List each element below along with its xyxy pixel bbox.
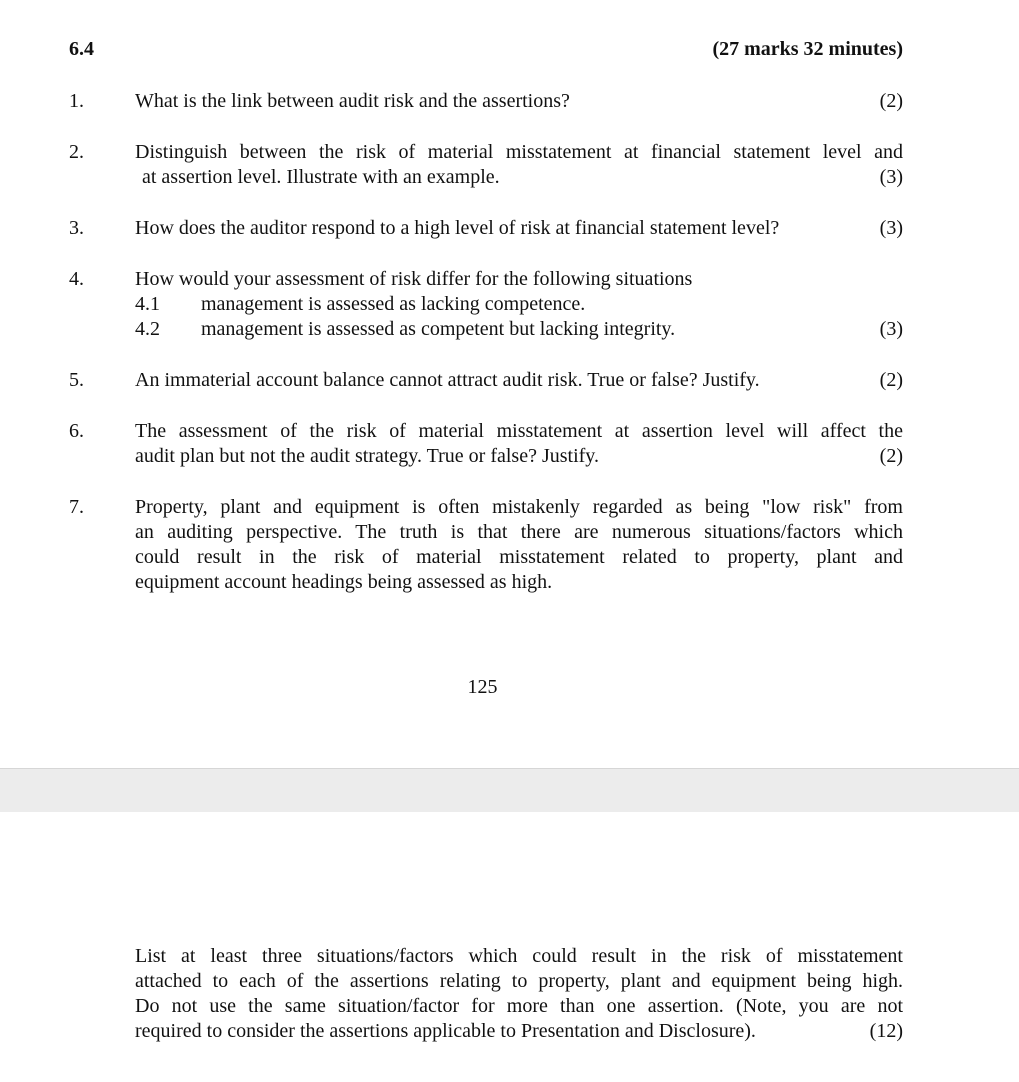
question-number: 4. bbox=[69, 268, 84, 290]
continuation-line: attached to each of the assertions relating to property, plant and equipment being high. bbox=[135, 970, 903, 992]
question-mark: (2) bbox=[879, 445, 903, 467]
question-number: 1. bbox=[69, 90, 84, 112]
question-mark: (2) bbox=[879, 90, 903, 112]
question-mark: (12) bbox=[869, 1020, 903, 1042]
question-mark: (3) bbox=[879, 166, 903, 188]
section-number: 6.4 bbox=[69, 38, 94, 60]
question-text: How does the auditor respond to a high level of risk at financial statement level? bbox=[135, 217, 780, 239]
question-text: An immaterial account balance cannot attract audit risk. True or false? Justify. bbox=[135, 369, 760, 391]
sub-question-text: management is assessed as competent but lacking integrity. bbox=[201, 318, 676, 340]
sub-question-4-1 bbox=[135, 292, 903, 317]
continuation-last-line bbox=[135, 1019, 903, 1044]
section-marks: (27 marks 32 minutes) bbox=[712, 38, 903, 60]
question-text-line: could result in the risk of material misstatement related to property, plant and bbox=[135, 546, 903, 568]
continuation-line: List at least three situations/factors which could result in the risk of misstatement bbox=[135, 945, 903, 967]
document-page-2 bbox=[0, 812, 1019, 1082]
page-separator bbox=[0, 768, 1019, 813]
question-number: 6. bbox=[69, 420, 84, 442]
question-text-line: The assessment of the risk of material misstatement at assertion level will affect the bbox=[135, 420, 903, 442]
question-text-line: equipment account headings being assessed as high. bbox=[135, 571, 553, 593]
question-mark: (3) bbox=[879, 217, 903, 239]
question-text-line: an auditing perspective. The truth is that there are numerous situations/factors which bbox=[135, 521, 903, 543]
question-text: What is the link between audit risk and the assertions? bbox=[135, 90, 570, 112]
sub-question-4-2 bbox=[135, 317, 903, 342]
question-number: 5. bbox=[69, 369, 84, 391]
sub-question-text: management is assessed as lacking competence. bbox=[201, 293, 586, 315]
question-number: 7. bbox=[69, 496, 84, 518]
question-mark: (3) bbox=[879, 318, 903, 340]
question-number: 3. bbox=[69, 217, 84, 239]
question-text-line: Distinguish between the risk of material misstatement at financial statement level and bbox=[135, 141, 903, 163]
question-number: 2. bbox=[69, 141, 84, 163]
sub-question-number: 4.2 bbox=[135, 318, 160, 340]
continuation-line: required to consider the assertions applicable to Presentation and Disclosure). bbox=[135, 1020, 756, 1042]
question-mark: (2) bbox=[879, 369, 903, 391]
question-text-line: How would your assessment of risk differ for the following situations bbox=[135, 268, 693, 290]
question-text-line: audit plan but not the audit strategy. True or false? Justify. bbox=[135, 445, 599, 467]
sub-question-number: 4.1 bbox=[135, 293, 160, 315]
page-number: 125 bbox=[467, 676, 498, 698]
question-text-line: at assertion level. Illustrate with an example. bbox=[142, 166, 500, 188]
continuation-line: Do not use the same situation/factor for more than one assertion. (Note, you are not bbox=[135, 995, 903, 1017]
question-text-line: Property, plant and equipment is often mistakenly regarded as being "low risk" from bbox=[135, 496, 903, 518]
question-7-continuation bbox=[135, 944, 903, 1044]
